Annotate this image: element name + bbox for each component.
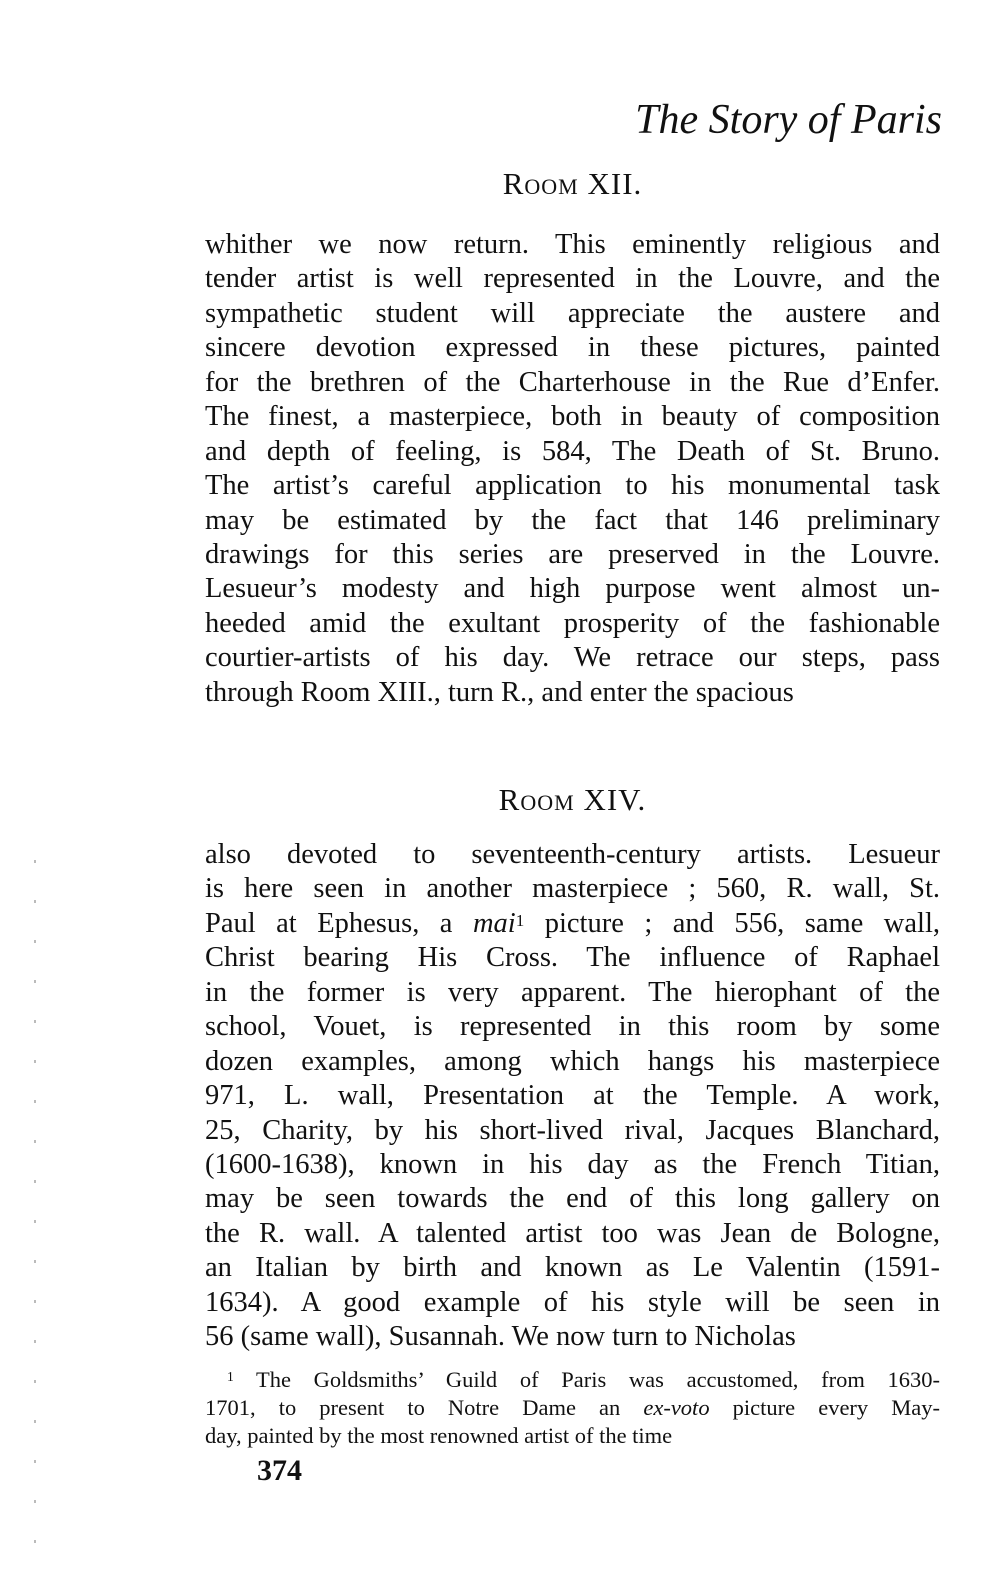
text-line: The artist’s careful application to his monumental task [205, 470, 940, 502]
text-line: day, painted by the most renowned artist of the time [205, 1423, 673, 1448]
paragraph-room-xii [205, 228, 940, 710]
text-line: courtier-artists of his day. We retrace our steps, pass [205, 642, 940, 674]
text-line: through Room XIII., turn R., and enter the spacious [205, 676, 794, 708]
text-line: for the brethren of the Charterhouse in the Rue d’Enfer. [205, 366, 940, 398]
text-line: and depth of feeling, is 584, The Death of St. Bruno. [205, 435, 940, 467]
text-segment: Paul at Ephesus, a [205, 907, 473, 939]
text-segment: 1701, to present to Notre Dame an [205, 1395, 644, 1420]
heading-smallcaps: OOM [524, 174, 579, 199]
room-xiv-heading [0, 782, 1000, 818]
text-line: may be estimated by the fact that 146 preliminary [205, 504, 940, 536]
footnote [205, 1366, 940, 1450]
text-line: heeded amid the exultant prosperity of the fashionable [205, 607, 940, 639]
text-line: is here seen in another masterpiece ; 560, R. wall, St. [205, 873, 940, 905]
heading-numeral: XII. [578, 166, 643, 201]
footnote-marker: 1 [227, 1369, 234, 1384]
text-line [205, 907, 940, 941]
text-line: (1600-1638), known in his day as the French Titian, [205, 1148, 940, 1180]
text-line: may be seen towards the end of this long gallery on [205, 1183, 940, 1215]
text-line: Lesueur’s modesty and high purpose went almost un- [205, 573, 940, 605]
room-xii-heading [0, 166, 1000, 202]
text-line [205, 1394, 940, 1422]
text-line: Christ bearing His Cross. The influence of Raphael [205, 942, 940, 974]
text-line: 56 (same wall), Susannah. We now turn to Nicholas [205, 1321, 796, 1353]
text-line: sincere devotion expressed in these pictures, painted [205, 332, 940, 364]
heading-numeral: XIV. [574, 782, 647, 817]
text-line: in the former is very apparent. The hierophant of the [205, 976, 940, 1008]
text-line: school, Vouet, is represented in this room by some [205, 1011, 940, 1043]
heading-initial: R [502, 166, 525, 201]
text-line: 1634). A good example of his style will be seen in [205, 1286, 940, 1318]
text-line [205, 1366, 940, 1394]
text-line: also devoted to seventeenth-century artists. Lesueur [205, 839, 940, 870]
heading-initial: R [498, 782, 521, 817]
text-segment: The Goldsmiths’ Guild of Paris was accustomed, from 1630- [233, 1367, 940, 1392]
running-head: The Story of Paris [635, 97, 942, 143]
text-line: tender artist is well represented in the Louvre, and the [205, 263, 940, 295]
text-line: an Italian by birth and known as Le Valentin (1591- [205, 1252, 940, 1284]
text-line: The finest, a masterpiece, both in beauty of composition [205, 401, 940, 433]
paragraph-room-xiv [205, 838, 940, 1355]
heading-smallcaps: OOM [520, 790, 575, 815]
page-number: 374 [257, 1454, 302, 1487]
scan-margin-specks [34, 860, 36, 1560]
text-segment: picture every May- [709, 1395, 940, 1420]
italic-term: ex-voto [643, 1395, 710, 1420]
text-line: whither we now return. This eminently religious and [205, 229, 940, 260]
text-line: drawings for this series are preserved in the Louvre. [205, 538, 940, 570]
text-line: 25, Charity, by his short-lived rival, Jacques Blanchard, [205, 1114, 940, 1146]
text-line: the R. wall. A talented artist too was Jean de Bologne, [205, 1217, 940, 1249]
italic-term: mai [472, 907, 516, 939]
text-line: dozen examples, among which hangs his masterpiece [205, 1045, 940, 1077]
footnote-marker: 1 [515, 910, 525, 930]
text-segment: picture ; and 556, same wall, [524, 907, 940, 939]
text-line: 971, L. wall, Presentation at the Temple. A work, [205, 1080, 940, 1112]
text-line: sympathetic student will appreciate the austere and [205, 297, 940, 329]
